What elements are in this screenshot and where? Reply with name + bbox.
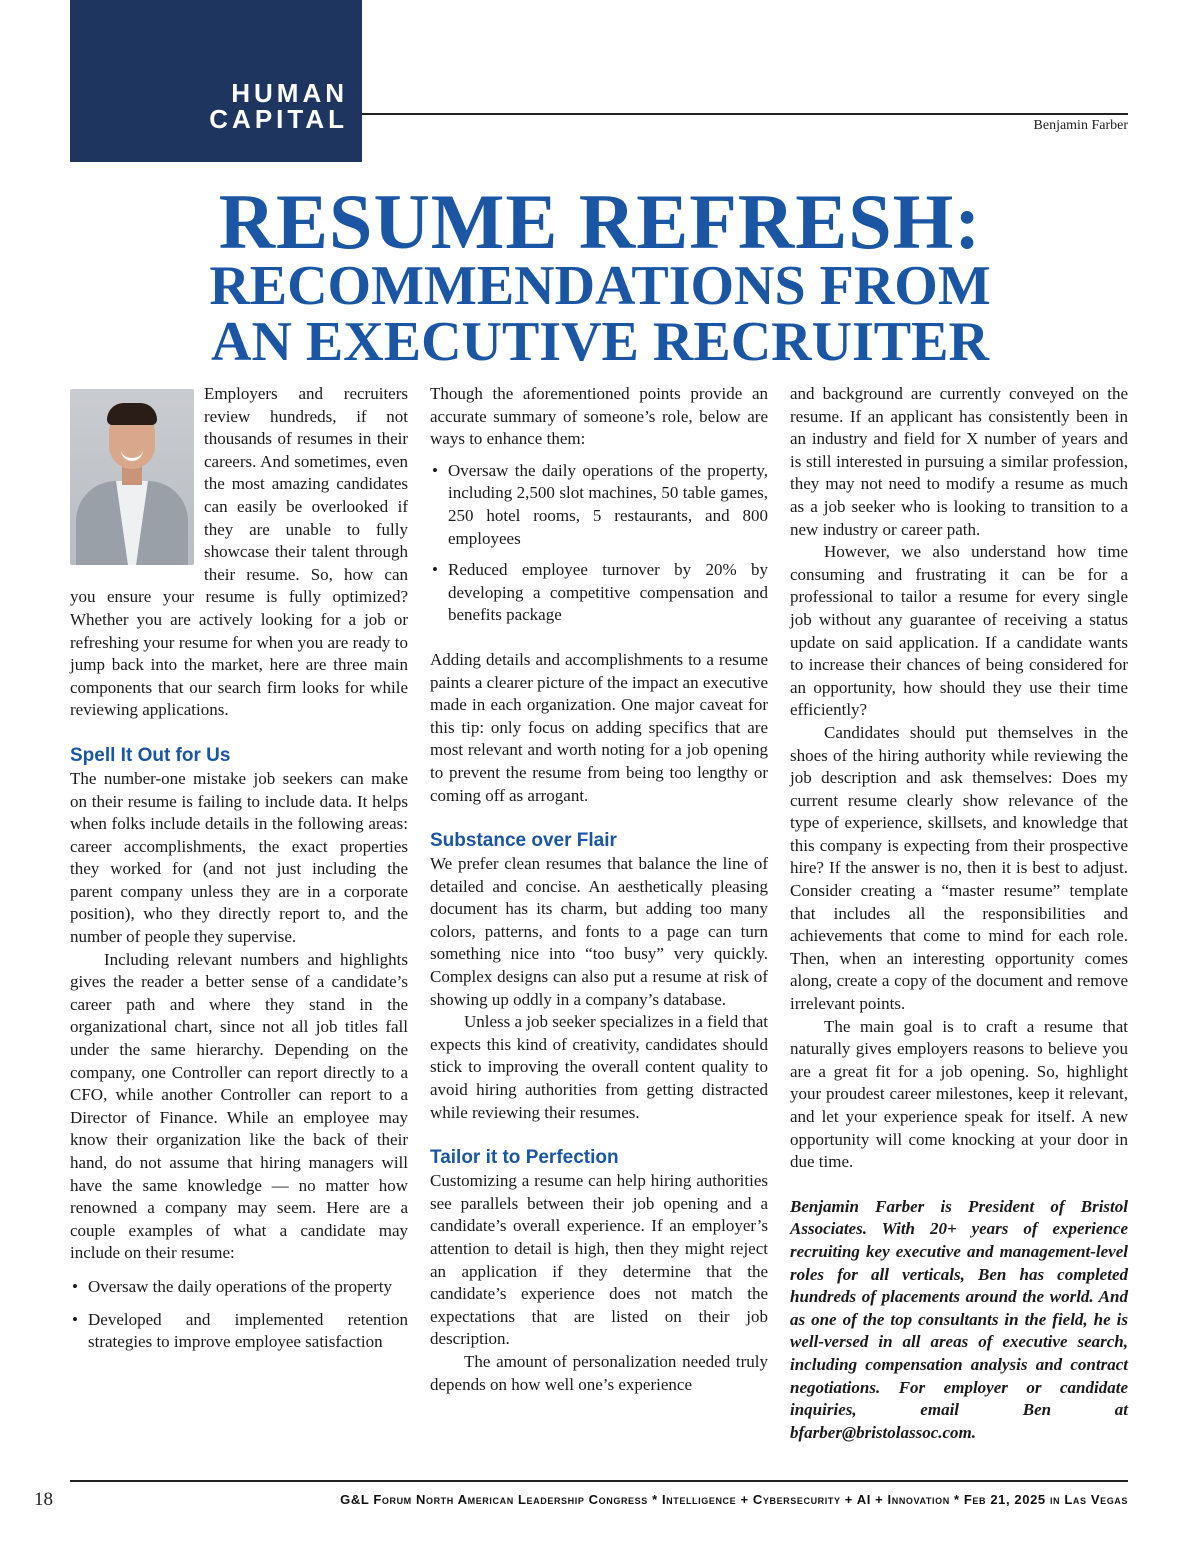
footer-divider (70, 1480, 1128, 1482)
page-number: 18 (34, 1489, 53, 1510)
bullet-list (70, 1276, 408, 1354)
paragraph: The main goal is to craft a resume that naturally gives employers reasons to believe you are a great fit for a job opening. So, highlight your proudest career milestones, keep it relevant, and let your experience speak for itself. A new opportunity will come knocking at your door in due time. (790, 1016, 1128, 1172)
author-byline: Benjamin Farber (1033, 118, 1128, 133)
bullet-item: • Oversaw the daily operations of the property, including 2,500 slot machines, 50 table games, 250 hotel rooms, 5 restaurants, and 800 employees (430, 460, 768, 550)
bullet-list (430, 460, 768, 627)
paragraph: Adding details and accomplishments to a resume paints a clearer picture of the impact an executive made in each organization. One major caveat for this tip: only focus on adding specifics that are most relevant and worth noting for a job opening to prevent the resume from being too lengthy or coming off as arrogant. (430, 649, 768, 805)
bullet-item: • Developed and implemented retention strategies to improve employee satisfaction (70, 1309, 408, 1354)
paragraph: Unless a job seeker specializes in a field that expects this kind of creativity, candidates should stick to improving the overall content quality to avoid hiring authorities from getting distracted while reviewing their resumes. (430, 1012, 768, 1122)
paragraph: Candidates should put themselves in the shoes of the hiring authority while reviewing the job description and ask themselves: Does my current resume clearly show relevance of the type of experience, skillsets, and knowledge that this company is expecting from their prospective hire? If the answer is no, then it is best to adjust. Consider creating a “master resume” template that includes all the responsibilities and achievements that come to mind for each role. Then, when an interesting opportunity comes along, create a copy of the document and remove irrelevant points. (790, 722, 1128, 1014)
author-bio: Benjamin Farber is President of Bristol Associates. With 20+ years of experience recruiting key executive and management-level roles for all verticals, Ben has completed hundreds of placements around the world. And as one of the top consultants in the field, he is well-versed in all areas of executive search, including compensation analysis and contract negotiations. For employer or candidate inquiries, email Ben at bfarber@bristolassoc.com. (790, 1196, 1128, 1442)
paragraph: We prefer clean resumes that balance the line of detailed and concise. An aesthetically pleasing document has its charm, but adding too many colors, patterns, and fonts to a page can turn something nice into “too busy” very quickly. Complex designs can also put a resume at risk of showing up oddly in a company’s database. (430, 854, 768, 1009)
paragraph: Though the aforementioned points provide an accurate summary of someone’s role, below are ways to enhance them: (430, 384, 768, 449)
header-divider (362, 113, 1128, 115)
section-banner (70, 0, 362, 162)
headline-subtitle-line2: AN EXECUTIVE RECRUITER (211, 311, 989, 373)
article-column-1 (70, 383, 408, 1354)
article-column-3 (790, 383, 1128, 1444)
headline-subtitle-line1: RECOMMENDATIONS FROM (209, 255, 991, 317)
paragraph: The number-one mistake job seekers can make on their resume is failing to include data. It helps when folks include details in the following areas: career accomplishments, the exact properties they worked for (and not just including the parent company unless they are in a corporate position), who they directly report to, and the number of people they supervise. (70, 768, 408, 947)
section-label-line2: CAPITAL (209, 104, 348, 134)
paragraph: However, we also understand how time consuming and frustrating it can be for a professional to tailor a resume for every single job without any guarantee of receiving a status update on said application. If a candidate wants to increase their chances of being considered for an opportunity, how should they use their time efficiently? (790, 542, 1128, 720)
intro-paragraph: Employers and recruiters review hundreds, if not thousands of resumes in their careers. And sometimes, even the most amazing candidates can easily be overlooked if they are unable to fully showcase their talent through their resume. So, how can you ensure your resume is fully optimized? Whether you are actively looking for a job or refreshing your resume for when you are ready to jump back into the market, here are three main components that our search firm looks for while reviewing applications. (70, 384, 408, 720)
subhead-tailor-it: Tailor it to Perfection (430, 1147, 619, 1169)
bullet-item: • Oversaw the daily operations of the property (70, 1276, 408, 1299)
section-label-line1: HUMAN (231, 78, 348, 108)
paragraph: Including relevant numbers and highlights gives the reader a better sense of a candidate’s career path and where they stand in the organizational chart, since not all job titles fall under the same hierarchy. Depending on the company, one Controller can report directly to a CFO, while another Controller can report to a Director of Finance. While an employee may know their organization like the back of their hand, do not assume that hiring managers will have the same knowledge — no matter how renowned a company may seem. Here are a couple examples of what a candidate may include on their resume: (70, 949, 408, 1263)
section-label (209, 80, 348, 132)
paragraph: The amount of personalization needed truly depends on how well one’s experience (430, 1351, 768, 1394)
subhead-spell-it-out: Spell It Out for Us (70, 744, 231, 766)
paragraph: and background are currently conveyed on the resume. If an applicant has consistently been in an industry and field for X number of years and is still interested in pursuing a similar profession, they may not need to modify a resume as much as a job seeker who is looking to transition to a new industry or career path. (790, 384, 1128, 539)
article-column-2 (430, 383, 768, 1396)
headline-title: RESUME REFRESH: (218, 178, 982, 265)
bullet-item: • Reduced employee turnover by 20% by developing a competitive compensation and benefits package (430, 559, 768, 627)
footer-event-line: G&L Forum North American Leadership Congress * Intelligence + Cybersecurity + AI + Innovation * Feb 21, 2025 in Las Vegas (340, 1492, 1128, 1507)
subhead-substance-over-flair: Substance over Flair (430, 830, 617, 852)
author-photo (70, 389, 194, 565)
paragraph: Customizing a resume can help hiring authorities see parallels between their job opening and a candidate’s overall experience. If an employer’s attention to detail is high, then they might reject an application if they determine that the candidate’s experience does not match the expectations that are listed on their job description. (430, 1171, 768, 1349)
